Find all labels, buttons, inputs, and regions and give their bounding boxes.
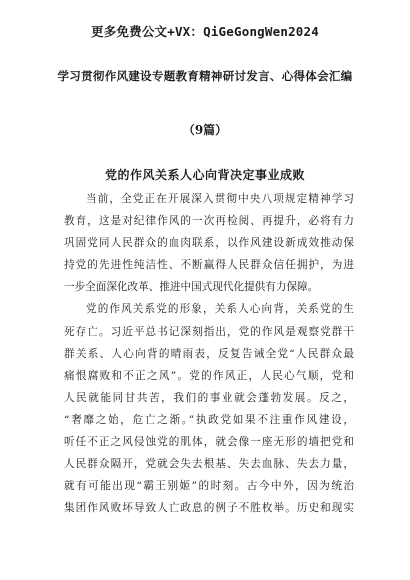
body-line: 群关系、人心向背的晴雨表，反复告诫全党“人民群众最 xyxy=(64,347,354,360)
promo-header: 更多免费公文+VX：QiGeGongWen2024 xyxy=(91,24,319,39)
body-line: 人民群众隔开，党就会失去根基、失去血脉、失去力量， xyxy=(64,458,354,471)
body-line: 人民就能同甘共苦，我们的事业就会蓬勃发展。反之， xyxy=(64,391,354,404)
body-line: 当前，全党正在开展深入贯彻中央八项规定精神学习 xyxy=(86,193,354,205)
article-count: （9篇） xyxy=(182,123,228,137)
body-line: 就有可能出现“霸王别姬”的时刻。古今中外，因为统治 xyxy=(64,480,354,493)
body-line: 死存亡。习近平总书记深刻指出，党的作风是观察党群干 xyxy=(64,325,354,338)
body-line: 集团作风败坏导致人亡政息的例子不胜枚举。历史和现实 xyxy=(64,502,354,515)
body-line: 痛恨腐败和不正之风”。党的作风正，人民心气顺，党和 xyxy=(64,369,354,382)
section-title: 党的作风关系人心向背决定事业成败 xyxy=(104,168,305,182)
body-line: 党的作风关系党的形象，关系人心向背，关系党的生 xyxy=(86,303,354,316)
body-line: “奢靡之始，危亡之渐。”执政党如果不注重作风建设， xyxy=(64,413,354,426)
document-title: 学习贯彻作风建设专题教育精神研讨发言、心得体会汇编 xyxy=(57,69,353,83)
body-line: 巩固党同人民群众的血肉联系，以作风建设新成效推动保 xyxy=(64,237,354,250)
body-line: 教育，这是对纪律作风的一次再检阅、再提升，必将有力 xyxy=(64,215,354,228)
body-line: 持党的先进性纯洁性、不断赢得人民群众信任拥护，为进 xyxy=(64,259,354,272)
body-line: 听任不正之风侵蚀党的肌体，就会像一座无形的墙把党和 xyxy=(64,436,354,449)
body-line: 一步全面深化改革、推进中国式现代化提供有力保障。 xyxy=(64,281,319,294)
body-text xyxy=(64,188,354,519)
